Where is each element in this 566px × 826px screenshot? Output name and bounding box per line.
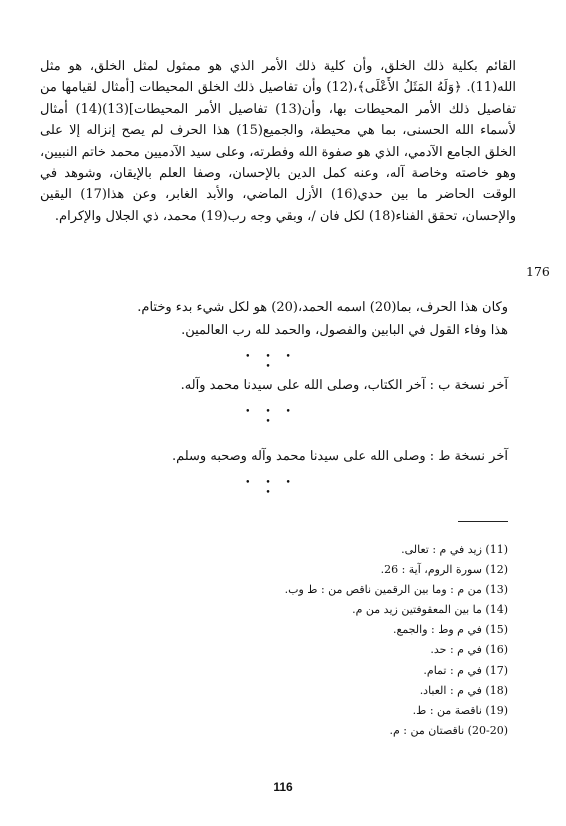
page-number: 116 bbox=[273, 780, 293, 794]
footnote: (18) في م : العباد. bbox=[419, 683, 508, 697]
margin-page-number: 176 bbox=[526, 264, 550, 279]
footnotes bbox=[40, 540, 508, 741]
footnote: (13) من م : وما بين الرقمين ناقص من : ط وب. bbox=[284, 583, 508, 597]
footnote: (19) ناقصة من : ط. bbox=[412, 703, 508, 717]
footnote: (11) زيد في م : تعالى. bbox=[401, 543, 508, 556]
separator-stars: • • • • bbox=[245, 478, 297, 498]
footnote: (12) سورة الروم، آية : 26. bbox=[380, 563, 508, 577]
separator-stars: • • • • bbox=[245, 352, 297, 372]
separator-stars: • • • • bbox=[245, 407, 297, 427]
footnote: (20-20) ناقصتان من : م. bbox=[389, 723, 508, 737]
main-paragraph: القائم بكلية ذلك الخلق، وأن كلية ذلك الأمر الذي هو ممثول لمثل الخلق، هو مثل الله(11). ﴿وَلَهُ المَثَلُ الأَعْلَى﴾،(12) وأن تفاصيل ذلك الخلق المحيطات [أمثال لقيامها من تفاصيل ذلك الأمر المحيطات بها، وأن(13) تفاصيل الأمر المحيطات](13)(14) أمثال لأسماء الله الحسنى، بما هي محيطة، والجميع(15) هذا الحرف لم يصح إنزاله إلا على الخلق الجامع الآدمي، الذي هو صفوة الله وفطرته، وعلى سيد الآدميين محمد خاتم النبيين، وهو خاصته وخاصة آله، وعنه كمل الدين بالإحسان، وصفا العلم بالإيقان، وشوهد في الوقت الحاضر ما بين حدي(16) الأزل الماضي، والأبد الغابر، وعن هذا(17) اليقين والإحسان، تحقق الفناء(18) لكل فان /، وبقي وجه رب(19) محمد، ذي الجلال والإكرام. bbox=[40, 59, 516, 224]
ending-copy-t: آخر نسخة ط : وصلى الله على سيدنا محمد وآله وصحبه وسلم. bbox=[171, 449, 508, 464]
footnote: (16) في م : حد. bbox=[430, 643, 508, 657]
footnote: (15) في م وط : والجمع. bbox=[392, 623, 508, 637]
paragraph-conclusion: هذا وفاء القول في البابين والفصول، والحمد لله رب العالمين. bbox=[181, 323, 508, 338]
footnote: (14) ما بين المعقوفتين زيد من م. bbox=[352, 603, 508, 617]
paragraph-closing-praise: وكان هذا الحرف، بما(20) اسمه الحمد،(20) هو لكل شيء بدء وختام. bbox=[137, 300, 508, 315]
footnote-rule bbox=[458, 521, 508, 522]
footnote: (17) في م : تمام. bbox=[423, 663, 508, 677]
ending-copy-b: آخر نسخة ب : آخر الكتاب، وصلى الله على سيدنا محمد وآله. bbox=[180, 378, 508, 393]
